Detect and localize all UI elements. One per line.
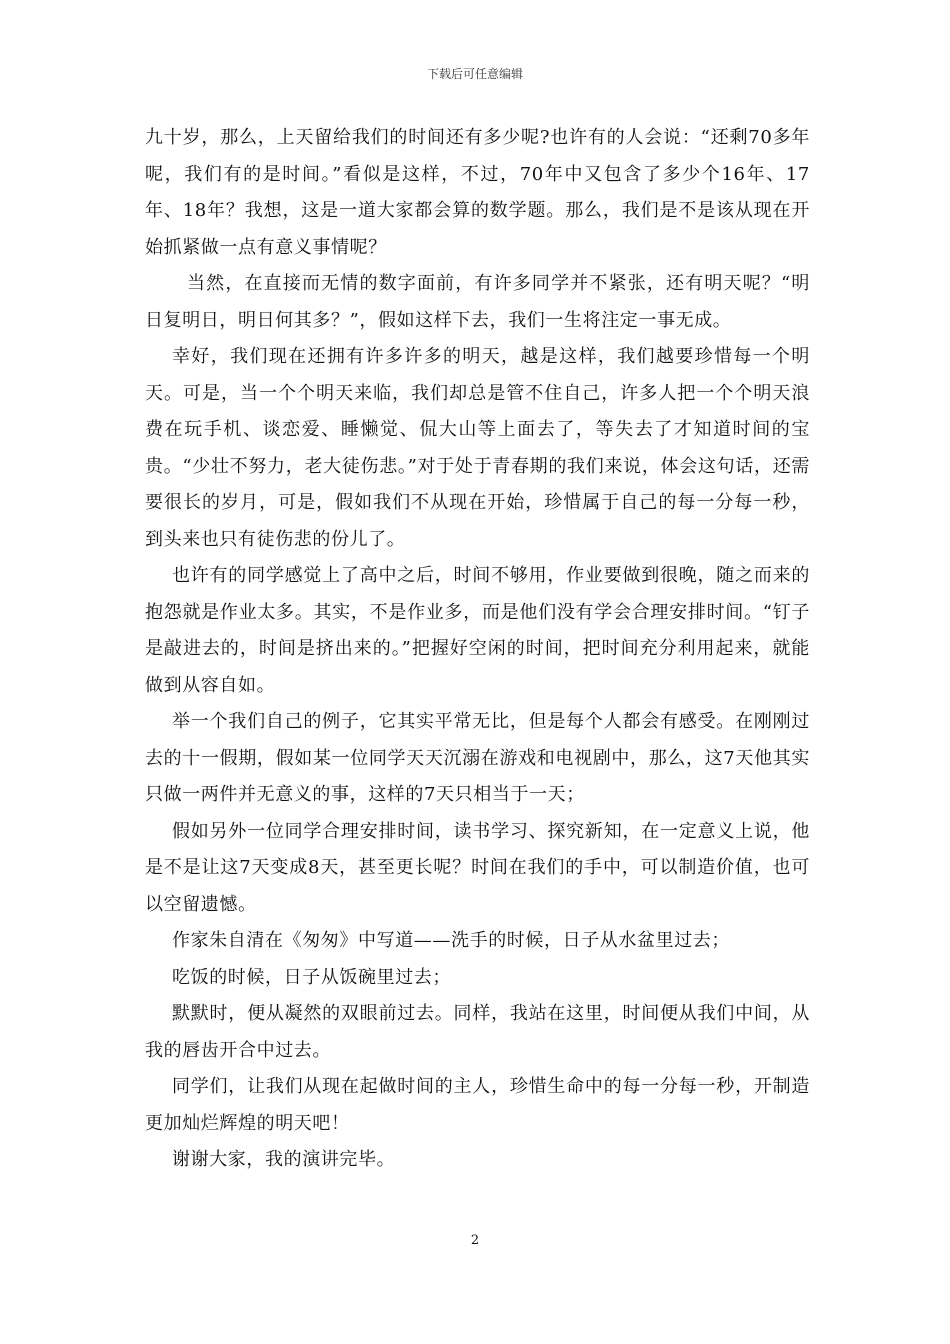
paragraph-3: 幸好，我们现在还拥有许多许多的明天，越是这样，我们越要珍惜每一个明天。可是，当一个个明天来临，我们却总是管不住自己，许多人把一个个明天浪费在玩手机、谈恋爱、睡懒觉、侃大山等上面去了，等失去了才知道时间的宝贵。“少壮不努力，老大徒伤悲。”对于处于青春期的我们来说，体会这句话，还需要很长的岁月，可是，假如我们不从现在开始，珍惜属于自己的每一分每一秒，到头来也只有徒伤悲的份儿了。 xyxy=(145,346,810,550)
paragraph-8: 吃饭的时候，日子从饭碗里过去； xyxy=(172,966,451,988)
paragraph-7: 作家朱自清在《匆匆》中写道——洗手的时候，日子从水盆里过去； xyxy=(172,930,730,951)
paragraph-6: 假如另外一位同学合理安排时间，读书学习、探究新知，在一定意义上说，他是不是让这7天变成8天，甚至更长呢？时间在我们的手中，可以制造价值，也可以空留遗憾。 xyxy=(145,820,810,915)
document-body xyxy=(145,120,810,1179)
paragraph-4: 也许有的同学感觉上了高中之后，时间不够用，作业要做到很晚，随之而来的抱怨就是作业太多。其实，不是作业多，而是他们没有学会合理安排时间。“钉子是敲进去的，时间是挤出来的。”把握好空闲的时间，把时间充分利用起来，就能做到从容自如。 xyxy=(145,565,810,696)
paragraph-2: 当然，在直接而无情的数字面前，有许多同学并不紧张，还有明天呢？“明日复明日，明日何其多？”，假如这样下去，我们一生将注定一事无成。 xyxy=(145,273,810,331)
paragraph-9: 默默时，便从凝然的双眼前过去。同样，我站在这里，时间便从我们中间，从我的唇齿开合中过去。 xyxy=(145,1003,810,1061)
paragraph-11: 谢谢大家，我的演讲完毕。 xyxy=(172,1149,396,1170)
page-header: 下载后可任意编辑 xyxy=(426,67,523,81)
paragraph-5: 举一个我们自己的例子，它其实平常无比，但是每个人都会有感受。在刚刚过去的十一假期，假如某一位同学天天沉溺在游戏和电视剧中，那么，这7天他其实只做一两件并无意义的事，这样的7天只相当于一天； xyxy=(145,711,810,805)
paragraph-1: 九十岁，那么，上天留给我们的时间还有多少呢?也许有的人会说：“还剩70多年呢，我们有的是时间。”看似是这样，不过，70年中又包含了多少个16年、17年、18年？我想，这是一道大家都会算的数学题。那么，我们是不是该从现在开始抓紧做一点有意义事情呢？ xyxy=(145,127,810,258)
page-number: 2 xyxy=(470,1233,480,1248)
paragraph-10: 同学们，让我们从现在起做时间的主人，珍惜生命中的每一分每一秒，开制造更加灿烂辉煌的明天吧！ xyxy=(145,1076,810,1134)
